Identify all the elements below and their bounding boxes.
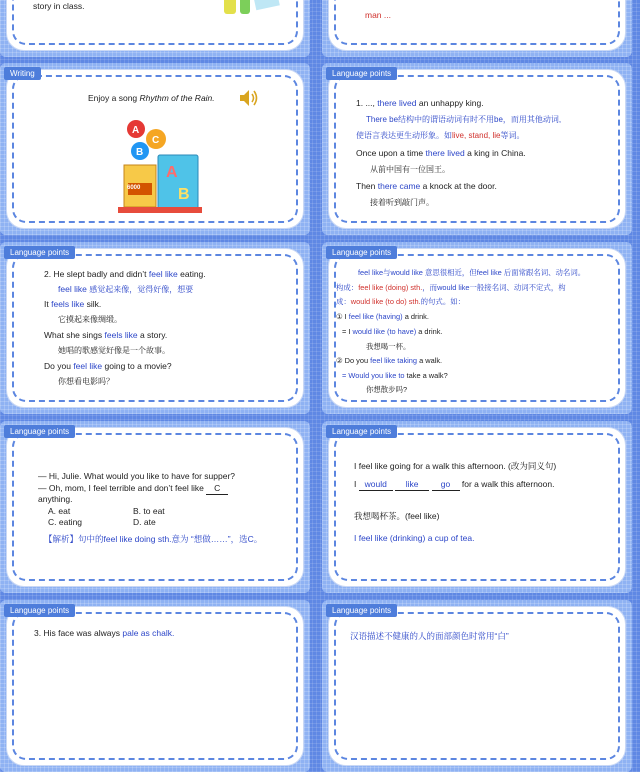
line-text: 2. He slept badly and didn’t (44, 269, 147, 279)
key-phrase: feel like (58, 284, 87, 294)
svg-text:A: A (132, 125, 140, 136)
key-phrase: like to (385, 371, 405, 380)
line-text: Do you (44, 361, 71, 371)
line-8: 你想看电影吗？ (58, 377, 114, 386)
slide-exercise-choice (0, 421, 310, 593)
line-text: an unhappy king. (418, 98, 484, 108)
svg-text:B: B (136, 147, 144, 158)
line-7 (44, 360, 172, 372)
line-5: 从前中国有一位国王。 (370, 165, 450, 174)
answer-blank-3 (432, 478, 460, 491)
line-text: — Oh, mom, I feel terrible and don’t feel like (38, 483, 204, 493)
slide-pale-as-chalk (0, 600, 310, 772)
key-phrase: feel like (doing) sth. (358, 283, 423, 292)
line-text: 成： (336, 297, 351, 306)
slide-tag: Language points (326, 604, 397, 617)
line-9: 你想散步吗? (366, 385, 408, 394)
line-3 (336, 296, 465, 308)
answer-text: would (364, 479, 387, 489)
key-phrase: would like (to do) sth. (350, 297, 421, 306)
line-4 (336, 311, 429, 323)
line-4: I feel like (drinking) a cup of tea. (354, 533, 475, 543)
line-text: ① I (336, 312, 347, 321)
line-text: ，而would like一般接名词、动词不定式，构 (422, 283, 566, 292)
slide-tag: Language points (4, 246, 75, 259)
line-text: 3. His face was always (34, 628, 120, 638)
key-phrase: there came (377, 181, 421, 191)
slide-card (328, 427, 626, 587)
key-words: live, stand, lie (452, 131, 501, 140)
line-text: a walk. (419, 356, 443, 365)
option-d: D. ate (133, 517, 156, 527)
key-phrase: feels like (104, 330, 138, 340)
answer-text: C (214, 483, 221, 493)
line-7 (336, 355, 442, 367)
dashed-border (334, 0, 620, 45)
line-1 (44, 268, 206, 280)
slide-card (328, 0, 626, 51)
item-number: 1. ..., (356, 98, 375, 108)
slide-writing (0, 63, 310, 235)
line-text: going to a movie? (104, 361, 172, 371)
line-6: 她唱的歌感觉好像是一个故事。 (58, 346, 170, 355)
answer-text: like (405, 479, 419, 489)
line-text: 等词。 (500, 131, 525, 140)
explanation: 【解析】句中的feel like doing sth.意为 “想做……”，选C。 (44, 534, 263, 544)
song-line (88, 92, 215, 104)
line-2 (354, 478, 554, 491)
slide-complexion (322, 600, 632, 772)
answer-blank-2 (395, 478, 429, 491)
line-3 (44, 298, 101, 310)
option-c: C. eating (48, 517, 83, 527)
line-text: 构成： (336, 283, 359, 292)
line-text: silk. (86, 299, 102, 309)
line-text: 使语言表达更生动形象。如 (356, 131, 452, 140)
key-phrase: feel like (73, 361, 103, 371)
line-4: 它摸起来像绸缎。 (58, 315, 122, 324)
key-phrase: would like (to have) (352, 327, 417, 336)
answer-text: go (440, 479, 451, 489)
dashed-border (334, 433, 620, 581)
option-b: B. to eat (133, 506, 165, 516)
slide-exercise-rewrite (322, 421, 632, 593)
meaning: 感觉起来像，觉得好像，想要 (89, 285, 194, 294)
line-5 (342, 326, 443, 338)
line-text: I (354, 479, 357, 489)
line-1 (356, 97, 484, 109)
line-7: 接着听到敲门声。 (370, 198, 434, 207)
line-3: 我想喝杯茶。(feel like) (354, 511, 440, 521)
line-1: feel like与would like 意思很相近，但feel like 后面常跟名词、动名词。 (358, 268, 586, 277)
line-2: There be结构中的谓语动词有时不用be，而用其他动词, (366, 115, 562, 124)
line-text: a drink. (418, 327, 443, 336)
slide-card (6, 0, 304, 51)
line-text: a king in China. (467, 148, 526, 158)
line-text: a story. (139, 330, 168, 340)
answer-blank-1 (359, 478, 393, 491)
line-5 (44, 329, 167, 341)
line-3 (356, 130, 524, 142)
line-8 (342, 370, 448, 382)
slide-there-lived (322, 63, 632, 235)
key-phrase: feel like taking (370, 356, 418, 365)
line-text: What she sings (44, 330, 103, 340)
line-text: a knock at the door. (422, 181, 497, 191)
key-phrase: pale as chalk. (122, 628, 175, 638)
line-2 (58, 283, 193, 296)
svg-text:B: B (178, 186, 190, 203)
song-title: Rhythm of the Rain. (139, 93, 215, 103)
slide-text: man ... (365, 10, 391, 20)
book-number: 6000 (127, 185, 141, 191)
slide-1 (0, 0, 310, 57)
key-phrase: there lived (425, 148, 465, 158)
line-text: ② Do you (336, 356, 369, 365)
slide-tag: Writing (4, 67, 41, 80)
line-6 (356, 180, 497, 192)
option-a: A. eat (48, 506, 71, 516)
line-text: Then (356, 181, 376, 191)
slide-feel-like (0, 242, 310, 414)
question-line-1: — Hi, Julie. What would you like to have for supper? (38, 471, 236, 481)
line-text: 的句式。如： (420, 297, 465, 306)
slide-tag: Language points (4, 604, 75, 617)
line-1: I feel like going for a walk this afternoon. (改为同义句) (354, 461, 557, 471)
answer-blank (206, 482, 228, 495)
line-text: for a walk this afternoon. (461, 479, 555, 489)
question-line-3: anything. (38, 494, 73, 504)
slide-tag: Language points (326, 67, 397, 80)
speaker-icon[interactable] (238, 88, 260, 108)
line-text: It (44, 299, 49, 309)
slide-text: story in class. (33, 1, 85, 11)
slide-2 (322, 0, 632, 57)
line-6: 我想喝一杯。 (366, 342, 411, 351)
svg-text:C: C (152, 135, 160, 146)
line-text: Once upon a time (356, 148, 424, 158)
svg-text:A: A (166, 164, 178, 181)
line-text: eating. (180, 269, 206, 279)
line-1: 汉语描述不健康的人的面部颜色时常用“白” (350, 631, 509, 641)
slide-tag: Language points (326, 425, 397, 438)
line-text: = Would you (342, 371, 384, 380)
abc-books-icon (110, 113, 210, 218)
song-intro: Enjoy a song (88, 93, 138, 103)
line-1 (34, 627, 174, 639)
key-phrase: there lived (377, 98, 417, 108)
key-phrase: feel like (having) (348, 312, 403, 321)
slide-tag: Language points (4, 425, 75, 438)
slide-tag: Language points (326, 246, 397, 259)
key-phrase: feel like (148, 269, 178, 279)
line-4 (356, 147, 526, 159)
line-text: = I (342, 327, 351, 336)
line-text: take a walk? (406, 371, 448, 380)
key-phrase: feels like (51, 299, 85, 309)
line-2 (336, 282, 566, 294)
line-text: a drink. (404, 312, 429, 321)
flashcards-icon (212, 0, 282, 28)
slide-feel-like-vs-would-like (322, 242, 632, 414)
